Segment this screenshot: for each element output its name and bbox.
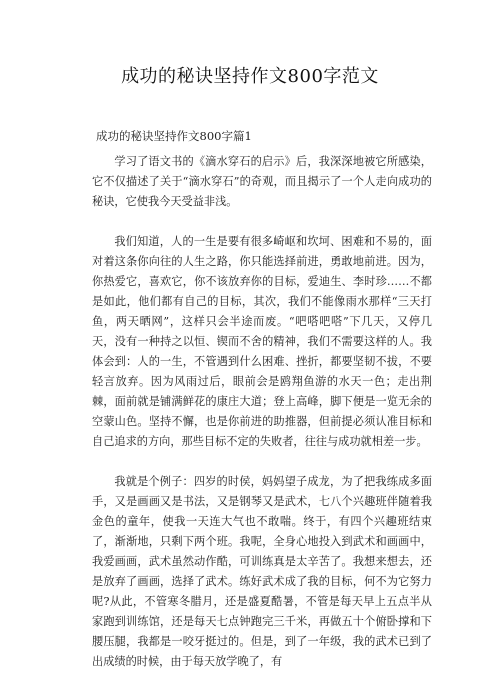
paragraph: 学习了语文书的《滴水穿石的启示》后，我深深地被它所感染，它不仅描述了关于“滴水穿石”的奇观，而且揭示了一个人走向成功的秘诀，它使我今天受益非浅。 (92, 155, 432, 208)
document-body (92, 152, 432, 692)
paragraph: 我们知道，人的一生是要有很多崎岖和坎坷、困难和不易的，面对着这条你向往的人生之路，你只能选择前进，勇敢地前进。因为，你热爱它，喜欢它，你不该放弃你的目标，爱迪生、李时珍……不都是如此，他们都有自己的目标，其次，我们不能像雨水那样“三天打鱼，两天晒网”，这样只会半途而废。“吧嗒吧嗒”下几天，又停几天，没有一种持之以恒、锲而不舍的精神，我们不需要这样的人。我体会到：人的一生，不管遇到什么困难、挫折，都要坚韧不拔，不要轻言放弃。因为风雨过后，眼前会是鸥翔鱼游的水天一色；走出荆棘，面前就是铺满鲜花的康庄大道；登上高峰，脚下便是一览无余的空蒙山色。坚持不懈，也是你前进的助推器，但前提必须认准目标和自己追求的方向，那些目标不定的失败者，往往与成功就相差一步。 (92, 235, 432, 448)
section-heading: 成功的秘诀坚持作文800字篇1 (96, 129, 252, 143)
document-title: 成功的秘诀坚持作文800字范文 (121, 66, 379, 87)
paragraph: 我就是个例子：四岁的时侯，妈妈望子成龙，为了把我练成多面手，又是画画又是书法，又是钢琴又是武术，七八个兴趣班伴随着我金色的童年，使我一天连大气也不敢喘。终于，有四个兴趣班结束了，渐渐地，只剩下两个班。我呢，全身心地投入到武术和画画中，我爱画画，武术虽然动作酷，可训练真是太辛苦了。我想来想去，还是放弃了画画，选择了武术。练好武术成了我的目标，何不为它努力呢?从此，不管寒冬腊月，还是盛夏酷暑，不管是每天早上五点半从家跑到训练馆，还是每天七点钟跑完三千米，再做五十个俯卧撑和下腰压腿，我都是一咬牙挺过的。但是，到了一年级，我的武术已到了出成绩的时候，由于每天放学晚了，有 (92, 475, 432, 668)
